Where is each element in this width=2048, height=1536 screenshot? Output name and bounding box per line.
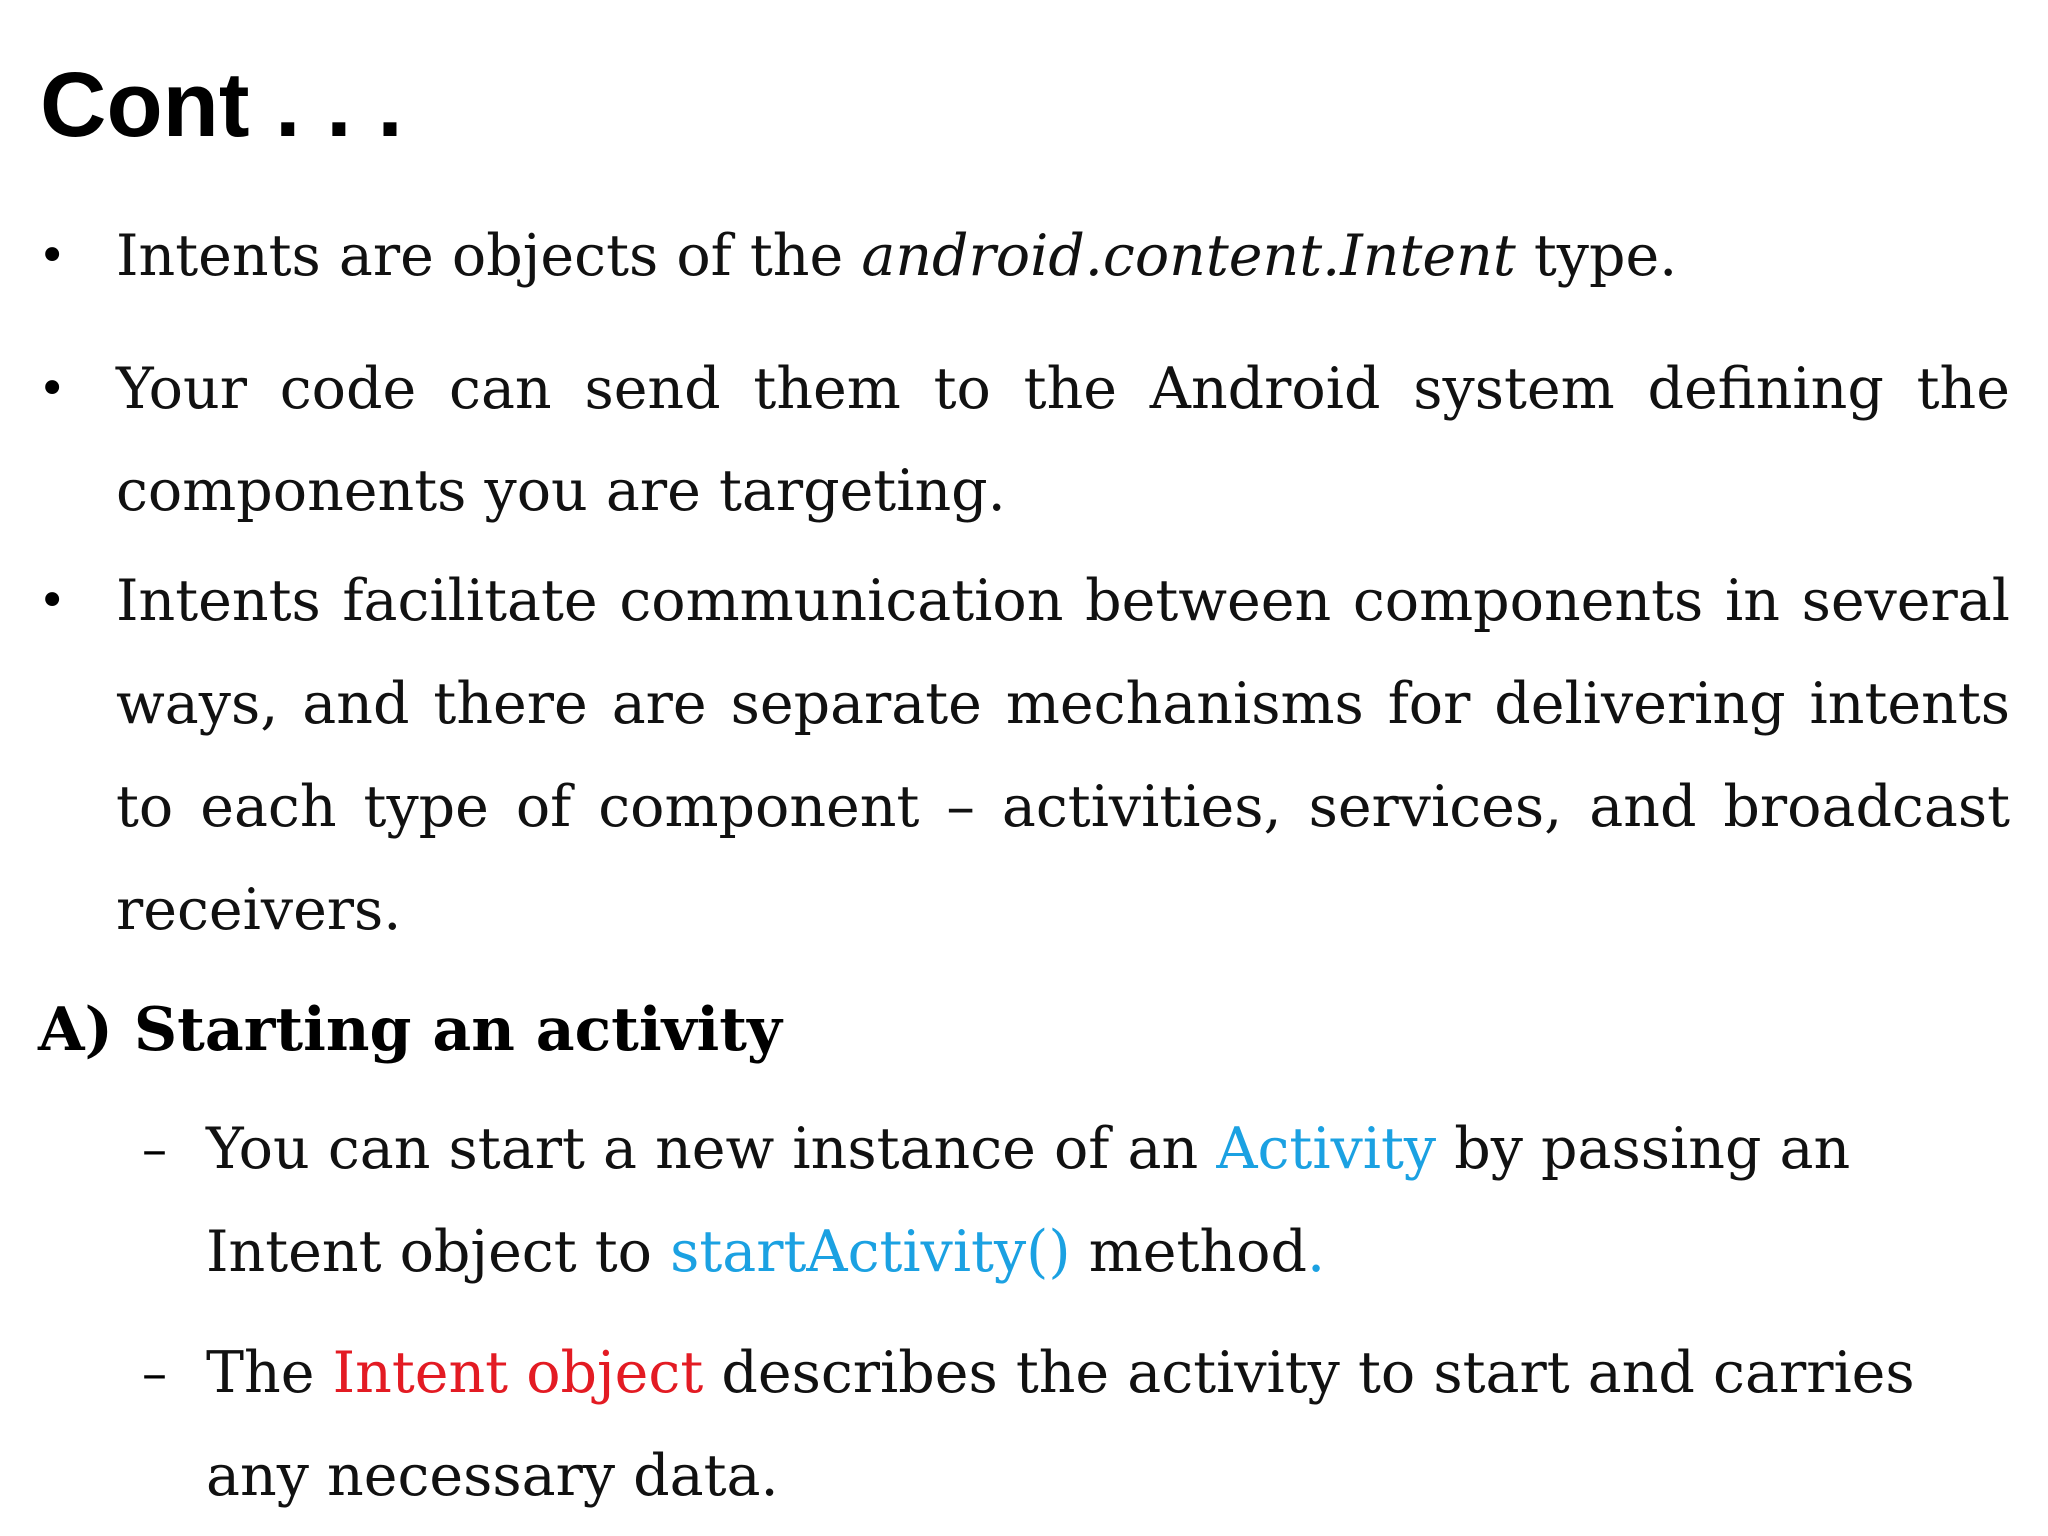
slide-title: Cont . . . [40, 54, 403, 156]
dash-marker: – [142, 1120, 167, 1178]
dash-marker: – [142, 1344, 167, 1402]
section-heading: A) Starting an activity [38, 995, 782, 1065]
sub-item-intent-object [142, 1322, 2006, 1528]
sub-text: method [1070, 1219, 1307, 1285]
class-name-italic: android.content.Intent [861, 223, 1516, 289]
bullet-intent-type [38, 220, 2010, 292]
bullet-text-pre: Intents are objects of the [116, 223, 862, 289]
bullet-text: Your code can send them to the Android system defining the components you are targeting. [116, 356, 2010, 524]
intent-object-highlight: Intent object [332, 1340, 704, 1406]
bullet-text-post: type. [1515, 223, 1678, 289]
bullet-marker: • [38, 361, 67, 417]
bullet-marker: • [38, 228, 67, 284]
highlighted-period: . [1306, 1219, 1326, 1285]
sub-text: describes the activity to start and carries any necessary data. [206, 1340, 1915, 1509]
sub-text: You can start a new instance of an [206, 1116, 1217, 1182]
sub-text: by passing an Intent object to [206, 1116, 1851, 1285]
bullet-text: Intents facilitate communication between components in several ways, and there are separate mechanisms for delivering intents to each type of component – activities, services, and broadcast receivers. [116, 568, 2010, 943]
sub-item-start-activity [142, 1098, 2006, 1304]
bullet-communication [38, 550, 2010, 962]
sub-text: The [206, 1340, 333, 1406]
bullet-marker: • [38, 573, 67, 629]
bullet-send-to-system [38, 338, 2010, 542]
activity-link: Activity [1216, 1116, 1437, 1182]
start-activity-method: startActivity() [670, 1219, 1071, 1285]
